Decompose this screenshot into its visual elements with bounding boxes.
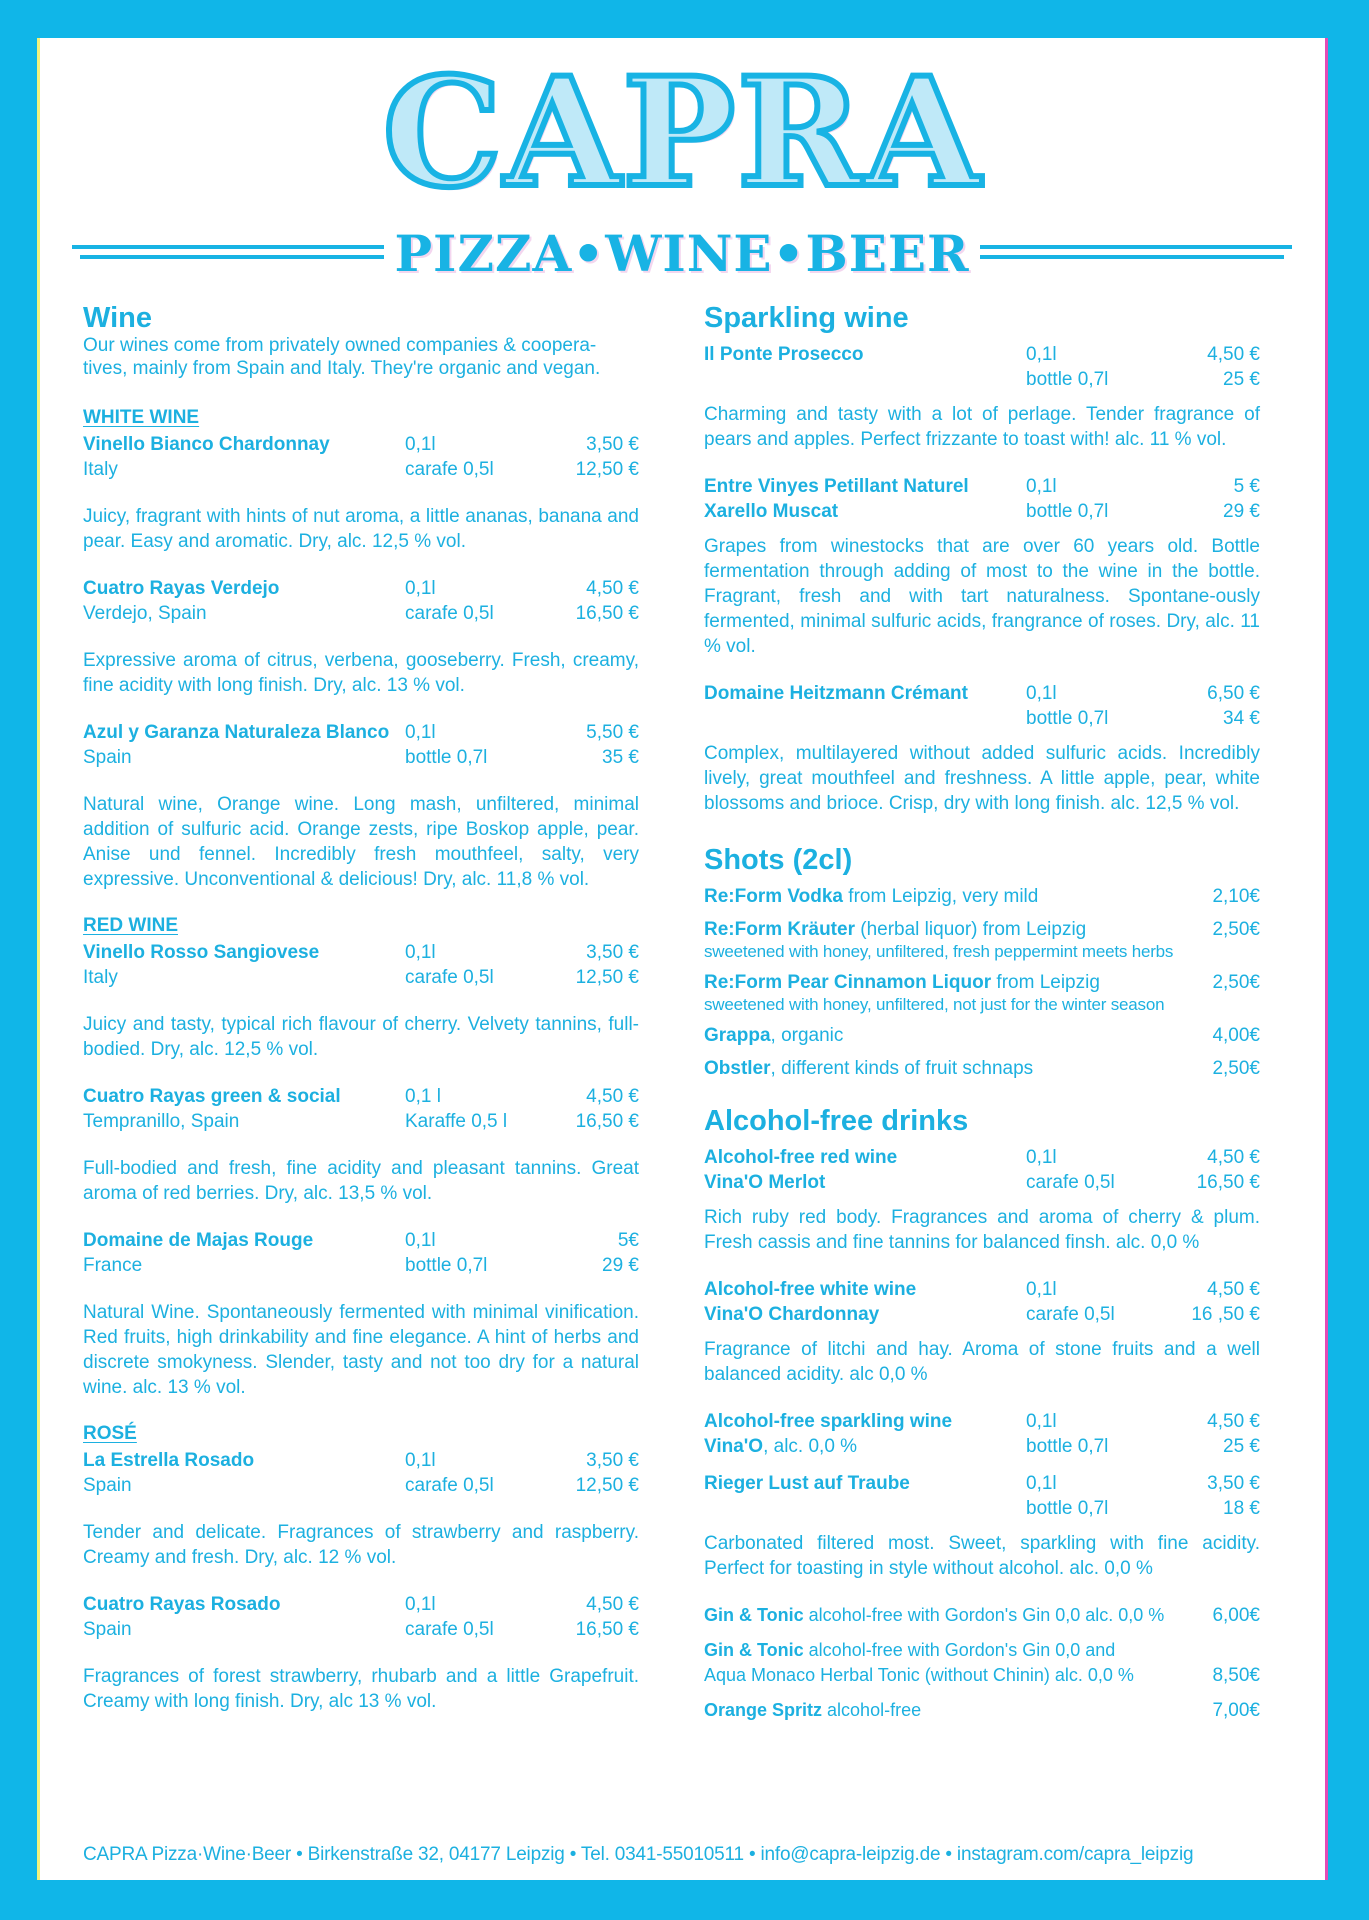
menu-item <box>83 432 639 482</box>
item-subname <box>704 1170 1026 1195</box>
price-value: 16,50 € <box>575 1111 639 1132</box>
shot-detail: , different kinds of fruit schnaps <box>770 1058 1034 1079</box>
size-label: carafe 0,5l <box>1026 1304 1115 1325</box>
menu-item <box>704 681 1260 731</box>
item-description: Tender and delicate. Fragrances of strawberry and raspberry. Creamy and fresh. Dry, alc. 12 % vol. <box>83 1522 639 1568</box>
alcohol-free-extra <box>704 1638 1260 1688</box>
tagline: PIZZA•WINE•BEER <box>394 223 970 283</box>
red-wine-subhead: RED WINE <box>83 915 178 936</box>
alcohol-free-list <box>704 1145 1260 1581</box>
item-prices <box>1026 342 1260 392</box>
item-subname-text: Tempranillo, Spain <box>83 1111 240 1132</box>
wine-column <box>83 296 639 1736</box>
price-row <box>405 576 639 601</box>
price-row <box>405 965 639 990</box>
item-subname-text: Spain <box>83 1619 132 1640</box>
price-row <box>1026 1170 1260 1195</box>
tagline-row <box>72 218 1292 288</box>
price-row <box>1026 499 1260 524</box>
menu-item <box>704 1471 1260 1521</box>
extra-price: 8,50€ <box>1212 1665 1260 1686</box>
price-row <box>405 601 639 626</box>
item-prices <box>405 1228 639 1278</box>
price-row <box>405 1592 639 1617</box>
footer-contact: CAPRA Pizza·Wine·Beer • Birkenstraße 32, 04177 Leipzig • Tel. 0341-55010511 • info@capra-leipzig.de • instagram.com/capra_leipzig <box>83 1844 1194 1865</box>
shot-text <box>704 917 1086 942</box>
item-subname <box>83 745 405 770</box>
price-row <box>405 1617 639 1642</box>
price-value: 4,50 € <box>586 1594 639 1615</box>
item-names <box>704 1471 1026 1521</box>
item-description: Rich ruby red body. Fragrances and aroma of cherry & plum. Fresh cassis and fine tannins for balanced finsh. alc. 0,0 % <box>704 1207 1260 1253</box>
item-name: Vinello Rosso Sangiovese <box>83 942 320 963</box>
size-label: 0,1l <box>405 722 436 743</box>
menu-item <box>704 1277 1260 1327</box>
drinks-column <box>704 296 1260 1733</box>
price-row <box>1026 367 1260 392</box>
item-description: Natural Wine. Spontaneously fermented with minimal vinification. Red fruits, high drinkability and fine elegance. A hint of herbs and discrete smokyness. Slender, tasty and not too dry for a natural wine. alc. 13 % vol. <box>83 1302 639 1398</box>
shot-detail: , organic <box>770 1025 844 1046</box>
extra-text <box>704 1638 1134 1688</box>
size-label: carafe 0,5l <box>405 967 494 988</box>
price-value: 4,50 € <box>586 578 639 599</box>
price-row <box>1026 1434 1260 1459</box>
menu-item <box>83 576 639 626</box>
price-row <box>405 1473 639 1498</box>
size-label: 0,1l <box>1026 344 1057 365</box>
item-name: Domaine Heitzmann Crémant <box>704 683 968 704</box>
item-prices <box>1026 681 1260 731</box>
extra-detail: alcohol-free with Gordon's Gin 0,0 and <box>803 1640 1116 1660</box>
price-row <box>405 720 639 745</box>
shot-name: Re:Form Pear Cinnamon Liquor <box>704 972 992 993</box>
item-names <box>704 1277 1026 1327</box>
spacer <box>704 1459 1260 1471</box>
shot-name: Grappa <box>704 1025 771 1046</box>
size-label: 0,1l <box>1026 1279 1057 1300</box>
extra-detail-2: Aqua Monaco Herbal Tonic (without Chinin) alc. 0,0 % <box>704 1665 1134 1685</box>
shot-detail: from Leipzig <box>991 972 1100 993</box>
shot-price: 2,10€ <box>1212 886 1260 907</box>
item-names <box>83 940 405 990</box>
shot-subtext: sweetened with honey, unfiltered, fresh peppermint meets herbs <box>704 942 1174 961</box>
price-row <box>405 1228 639 1253</box>
shot-text <box>704 884 1038 909</box>
extra-detail: alcohol-free <box>822 1700 922 1720</box>
item-subname-text: Spain <box>83 747 132 768</box>
item-subname-text: Spain <box>83 1475 132 1496</box>
item-description: Carbonated filtered most. Sweet, sparkling with fine acidity. Perfect for toasting in style without alcohol. alc. 0,0 % <box>704 1533 1260 1579</box>
extra-price: 6,00€ <box>1212 1605 1260 1626</box>
price-value: 29 € <box>602 1255 639 1276</box>
price-value: 5,50 € <box>586 722 639 743</box>
item-subname <box>83 1253 405 1278</box>
menu-item <box>83 1592 639 1642</box>
item-prices <box>1026 1471 1260 1521</box>
item-prices <box>405 720 639 770</box>
rose-wine-list <box>83 1448 639 1714</box>
price-row <box>405 745 639 770</box>
item-prices <box>405 1448 639 1498</box>
price-row <box>1026 1277 1260 1302</box>
item-description: Natural wine, Orange wine. Long mash, unfiltered, minimal addition of sulfuric acid. Orange zests, ripe Boskop apple, pear. Anise und fennel. Incredibly fresh mouthfeel, salty, very expressive. Unconventional & delicious! Dry, alc. 11,8 % vol. <box>83 794 639 890</box>
price-value: 25 € <box>1223 1436 1260 1457</box>
price-value: 6,50 € <box>1207 683 1260 704</box>
price-value: 4,50 € <box>1207 1279 1260 1300</box>
menu-item <box>83 1228 639 1278</box>
size-label: 0,1l <box>1026 1411 1057 1432</box>
wine-intro: Our wines come from privately owned companies & coopera-tives, mainly from Spain and Italy. They're organic and vegan. <box>83 335 601 379</box>
shot-text <box>704 970 1100 995</box>
extra-detail: alcohol-free with Gordon's Gin 0,0 alc. 0,0 % <box>803 1605 1165 1625</box>
size-label: 0,1 l <box>405 1086 441 1107</box>
menu-item <box>704 474 1260 524</box>
price-row <box>405 940 639 965</box>
item-subname-rest: , alc. 0,0 % <box>763 1436 858 1457</box>
price-row <box>1026 1496 1260 1521</box>
item-prices <box>405 432 639 482</box>
item-name: Rieger Lust auf Traube <box>704 1473 910 1494</box>
price-row <box>405 432 639 457</box>
price-value: 12,50 € <box>575 1475 639 1496</box>
alcohol-free-extras-list <box>704 1603 1260 1723</box>
menu-item <box>83 1084 639 1134</box>
price-value: 3,50 € <box>586 942 639 963</box>
price-row <box>1026 1145 1260 1170</box>
extra-name: Orange Spritz <box>704 1700 823 1720</box>
item-description: Juicy and tasty, typical rich flavour of cherry. Velvety tannins, full-bodied. Dry, alc. 12,5 % vol. <box>83 1014 639 1060</box>
menu-item <box>83 940 639 990</box>
item-name: Alcohol-free sparkling wine <box>704 1411 953 1432</box>
item-subname-text: Xarello Muscat <box>704 501 839 522</box>
price-row <box>405 1109 639 1134</box>
shot-price: 4,00€ <box>1212 1025 1260 1046</box>
item-subname-text: Vina'O Chardonnay <box>704 1304 880 1325</box>
item-names <box>704 474 1026 524</box>
item-subname-text: Verdejo, Spain <box>83 603 207 624</box>
shot-subtext: sweetened with honey, unfiltered, not just for the winter season <box>704 995 1165 1014</box>
price-value: 3,50 € <box>586 434 639 455</box>
item-subname <box>83 1617 405 1642</box>
item-description: Complex, multilayered without added sulfuric acids. Incredibly lively, great mouthfeel and freshness. A little apple, pear, white blossoms and brioce. Crisp, dry with long finish. alc. 12,5 % vol. <box>704 743 1260 814</box>
extra-name: Gin & Tonic <box>704 1605 804 1625</box>
menu-item <box>83 1448 639 1498</box>
price-value: 29 € <box>1223 501 1260 522</box>
extra-text <box>704 1698 921 1723</box>
item-names <box>704 1409 1026 1459</box>
size-label: 0,1l <box>405 1450 436 1471</box>
shot-name: Re:Form Vodka <box>704 886 844 907</box>
item-prices <box>1026 474 1260 524</box>
price-value: 4,50 € <box>1207 344 1260 365</box>
item-name: Vinello Bianco Chardonnay <box>83 434 330 455</box>
item-name: Alcohol-free white wine <box>704 1279 917 1300</box>
wine-heading: Wine <box>83 302 153 334</box>
menu-page <box>40 38 1325 1880</box>
item-description: Charming and tasty with a lot of perlage. Tender fragrance of pears and apples. Perfect frizzante to toast with! alc. 11 % vol. <box>704 404 1260 450</box>
price-value: 34 € <box>1223 708 1260 729</box>
item-subname-text: Vina'O Merlot <box>704 1172 826 1193</box>
price-value: 35 € <box>602 747 639 768</box>
decorative-lines-right <box>980 243 1292 263</box>
size-label: carafe 0,5l <box>405 603 494 624</box>
shot-price: 2,50€ <box>1212 919 1260 940</box>
shot-price: 2,50€ <box>1212 1058 1260 1079</box>
white-wine-list <box>83 432 639 892</box>
menu-item <box>83 720 639 770</box>
item-subname <box>704 1302 1026 1327</box>
size-label: 0,1l <box>1026 1473 1057 1494</box>
capra-logo: CAPRA <box>382 45 983 221</box>
price-value: 16,50 € <box>1196 1172 1260 1193</box>
price-row <box>405 457 639 482</box>
item-description: Full-bodied and fresh, fine acidity and pleasant tannins. Great aroma of red berries. Dry, alc. 13,5 % vol. <box>83 1158 639 1204</box>
alcohol-free-heading: Alcohol-free drinks <box>704 1105 969 1137</box>
shot-text <box>704 1056 1033 1081</box>
size-label: carafe 0,5l <box>1026 1172 1115 1193</box>
size-label: carafe 0,5l <box>405 1475 494 1496</box>
shot-line <box>704 917 1260 942</box>
item-names <box>704 681 1026 731</box>
shot-item <box>704 1023 1260 1048</box>
menu-item <box>704 1145 1260 1195</box>
item-name: Cuatro Rayas green & social <box>83 1086 341 1107</box>
price-row <box>1026 342 1260 367</box>
item-name: La Estrella Rosado <box>83 1450 255 1471</box>
menu-item <box>704 1409 1260 1459</box>
shot-detail: from Leipzig, very mild <box>843 886 1039 907</box>
item-prices <box>405 1592 639 1642</box>
item-names <box>83 1592 405 1642</box>
price-value: 12,50 € <box>575 967 639 988</box>
size-label: 0,1l <box>405 434 436 455</box>
item-subname <box>83 1473 405 1498</box>
item-names <box>704 342 1026 392</box>
item-prices <box>405 940 639 990</box>
price-row <box>1026 1302 1260 1327</box>
decorative-lines-left <box>72 243 384 263</box>
shot-item <box>704 970 1260 1015</box>
size-label: bottle 0,7l <box>1026 369 1109 390</box>
shot-line <box>704 970 1260 995</box>
size-label: bottle 0,7l <box>1026 708 1109 729</box>
price-value: 12,50 € <box>575 459 639 480</box>
extra-name: Gin & Tonic <box>704 1640 804 1660</box>
extra-price: 7,00€ <box>1212 1700 1260 1721</box>
shots-list <box>704 884 1260 1081</box>
item-names <box>83 720 405 770</box>
shot-name: Obstler <box>704 1058 771 1079</box>
price-row <box>405 1253 639 1278</box>
shots-heading: Shots (2cl) <box>704 844 853 876</box>
size-label: bottle 0,7l <box>405 1255 488 1276</box>
sparkling-list <box>704 342 1260 816</box>
price-row <box>1026 706 1260 731</box>
item-description: Juicy, fragrant with hints of nut aroma, a little ananas, banana and pear. Easy and aromatic. Dry, alc. 12,5 % vol. <box>83 506 639 552</box>
size-label: 0,1l <box>405 1594 436 1615</box>
item-names <box>83 1228 405 1278</box>
shot-line <box>704 1056 1260 1081</box>
item-prices <box>405 576 639 626</box>
item-name: Cuatro Rayas Rosado <box>83 1594 281 1615</box>
item-description: Fragrance of litchi and hay. Aroma of stone fruits and a well balanced acidity. alc 0,0 % <box>704 1339 1260 1385</box>
price-value: 4,50 € <box>586 1086 639 1107</box>
size-label: 0,1l <box>1026 683 1057 704</box>
shot-line <box>704 884 1260 909</box>
item-names <box>704 1145 1026 1195</box>
item-name: Alcohol-free red wine <box>704 1147 898 1168</box>
price-value: 5 € <box>1233 476 1260 497</box>
item-name: Entre Vinyes Petillant Naturel <box>704 476 969 497</box>
price-value: 4,50 € <box>1207 1411 1260 1432</box>
item-subname <box>83 457 405 482</box>
item-prices <box>1026 1145 1260 1195</box>
price-row <box>1026 1409 1260 1434</box>
price-row <box>1026 474 1260 499</box>
size-label: carafe 0,5l <box>405 459 494 480</box>
item-subname <box>704 1434 1026 1459</box>
shot-detail: (herbal liquor) from Leipzig <box>854 919 1087 940</box>
price-row <box>1026 1471 1260 1496</box>
extra-line <box>704 1638 1260 1688</box>
size-label: 0,1l <box>405 578 436 599</box>
alcohol-free-extra <box>704 1698 1260 1723</box>
item-subname-text: Italy <box>83 459 118 480</box>
price-value: 5€ <box>617 1230 639 1251</box>
item-names <box>83 1448 405 1498</box>
price-value: 18 € <box>1223 1498 1260 1519</box>
size-label: 0,1l <box>405 942 436 963</box>
shot-text <box>704 1023 843 1048</box>
size-label: bottle 0,7l <box>1026 501 1109 522</box>
rose-subhead: ROSÉ <box>83 1423 137 1444</box>
item-subname-text: Italy <box>83 967 118 988</box>
item-subname <box>83 965 405 990</box>
item-subname-text: Vina'O <box>704 1436 764 1457</box>
item-description: Grapes from winestocks that are over 60 years old. Bottle fermentation through adding of most to the wine in the bottle. Fragrant, fresh and with tart naturalness. Spontane-ously fermented, minimal sulfuric acids, frangrance of roses. Dry, alc. 11 % vol. <box>704 536 1260 657</box>
sparkling-heading: Sparkling wine <box>704 302 909 334</box>
item-prices <box>405 1084 639 1134</box>
item-description: Fragrances of forest strawberry, rhubarb and a little Grapefruit. Creamy with long finish. Dry, alc 13 % vol. <box>83 1666 639 1712</box>
item-subname <box>83 1109 405 1134</box>
size-label: 0,1l <box>1026 1147 1057 1168</box>
price-value: 25 € <box>1223 369 1260 390</box>
price-value: 3,50 € <box>1207 1473 1260 1494</box>
item-description: Expressive aroma of citrus, verbena, gooseberry. Fresh, creamy, fine acidity with long finish. Dry, alc. 13 % vol. <box>83 650 639 696</box>
price-value: 16,50 € <box>575 603 639 624</box>
size-label: carafe 0,5l <box>405 1619 494 1640</box>
size-label: Karaffe 0,5 l <box>405 1111 508 1132</box>
item-subname-text: France <box>83 1255 143 1276</box>
size-label: bottle 0,7l <box>1026 1436 1109 1457</box>
price-value: 3,50 € <box>586 1450 639 1471</box>
shot-item <box>704 917 1260 962</box>
shot-name: Re:Form Kräuter <box>704 919 855 940</box>
item-prices <box>1026 1277 1260 1327</box>
price-row <box>405 1448 639 1473</box>
shot-item <box>704 1056 1260 1081</box>
item-prices <box>1026 1409 1260 1459</box>
menu-item <box>704 342 1260 392</box>
item-names <box>83 432 405 482</box>
alcohol-free-extra <box>704 1603 1260 1628</box>
white-wine-subhead: WHITE WINE <box>83 407 200 428</box>
extra-line <box>704 1603 1260 1628</box>
item-subname <box>83 601 405 626</box>
item-name: Il Ponte Prosecco <box>704 344 864 365</box>
item-names <box>83 576 405 626</box>
size-label: 0,1l <box>405 1230 436 1251</box>
extra-line <box>704 1698 1260 1723</box>
price-row <box>1026 681 1260 706</box>
item-name: Cuatro Rayas Verdejo <box>83 578 280 599</box>
item-name: Domaine de Majas Rouge <box>83 1230 314 1251</box>
size-label: bottle 0,7l <box>1026 1498 1109 1519</box>
size-label: bottle 0,7l <box>405 747 488 768</box>
shot-price: 2,50€ <box>1212 972 1260 993</box>
price-value: 16 ,50 € <box>1191 1304 1260 1325</box>
size-label: 0,1l <box>1026 476 1057 497</box>
extra-text <box>704 1603 1164 1628</box>
price-value: 4,50 € <box>1207 1147 1260 1168</box>
price-row <box>405 1084 639 1109</box>
item-subname <box>704 499 1026 524</box>
item-names <box>83 1084 405 1134</box>
shot-line <box>704 1023 1260 1048</box>
red-wine-list <box>83 940 639 1400</box>
item-name: Azul y Garanza Naturaleza Blanco <box>83 722 390 743</box>
price-value: 16,50 € <box>575 1619 639 1640</box>
shot-item <box>704 884 1260 909</box>
